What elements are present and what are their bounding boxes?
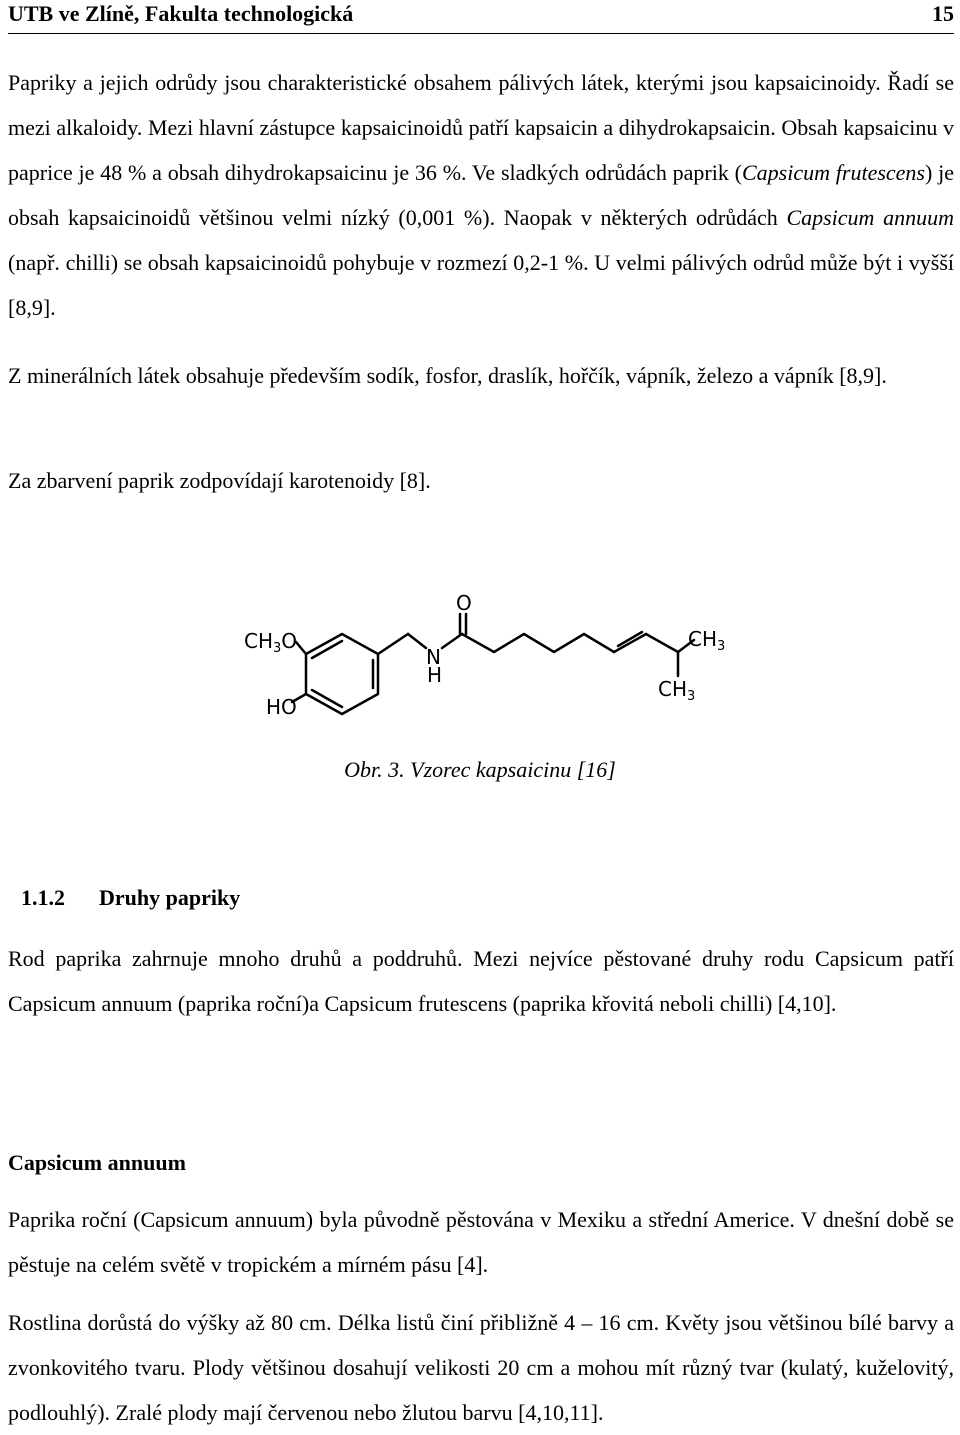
paragraph-minerals: Z minerálních látek obsahuje především sodík, fosfor, draslík, hořčík, vápník, železo a vápník [8,9].: [8, 363, 887, 388]
label-h: H: [427, 663, 443, 687]
label-ch3-a: $CH_3$: [688, 627, 726, 654]
label-ho: HO: [266, 695, 297, 719]
para1-text-2: ) je obsah kapsaicinoidů většinou velmi nízký (0,001 %). Naopak v některých odrůdách: [8, 160, 955, 230]
paragraph-capsaicinoids: [8, 60, 954, 330]
paragraph-annuum-origin: Paprika roční (Capsicum annuum) byla původně pěstována v Mexiku a střední Americe. V dnešní době se pěstuje na celém světě v tropickém a mírném pásu [4].: [8, 1207, 954, 1277]
para1-text-3: (např. chilli) se obsah kapsaicinoidů pohybuje v rozmezí 0,2-1 %. U velmi pálivých odrůd může být i vyšší [8,9].: [8, 250, 954, 320]
para1-text-1: Papriky a jejich odrůdy jsou charakteristické obsahem pálivých látek, kterými jsou kapsaicinoidy. Řadí se mezi alkaloidy. Mezi hlavní zástupce kapsaicinoidů patří kapsaicin a dihydrokapsaicin. Obsah kapsaicinu v paprice je 48 % a obsah dihydrokapsaicinu je 36 %. Ve sladkých odrůdách paprik (: [8, 70, 954, 185]
figure-caption: Obr. 3. Vzorec kapsaicinu [16]: [344, 757, 616, 782]
paragraph-carotenoids: Za zbarvení paprik zodpovídají karotenoidy [8].: [8, 468, 431, 493]
para1-italic-1: Capsicum frutescens: [741, 160, 925, 185]
label-n: N: [426, 645, 441, 669]
label-o: O: [456, 591, 472, 615]
section-heading: [21, 885, 240, 911]
paragraph-species: Rod paprika zahrnuje mnoho druhů a poddruhů. Mezi nejvíce pěstované druhy rodu Capsicum patří Capsicum annuum (paprika roční)a Capsicum frutescens (paprika křovitá neboli chilli) [4,10].: [8, 946, 954, 1016]
subsection-heading: Capsicum annuum: [8, 1150, 186, 1175]
header-title: UTB ve Zlíně, Fakulta technologická: [8, 1, 354, 26]
section-number: 1.1.2: [21, 885, 65, 910]
capsaicin-structure: [236, 590, 736, 720]
section-title: Druhy papriky: [99, 885, 241, 910]
paragraph-plant-description: Rostlina dorůstá do výšky až 80 cm. Délka listů činí přibližně 4 – 16 cm. Květy jsou většinou bílé barvy a zvonkovitého tvaru. Plody většinou dosahují velikosti 20 cm a mohou mít různý tvar (kulatý, kuželovitý, podlouhlý). Zralé plody mají červenou nebo žlutou barvu [4,10,11].: [8, 1310, 954, 1425]
label-ch3-b: $CH_3$: [658, 677, 696, 704]
page-number: 15: [932, 1, 954, 26]
label-ch3o: $CH_3O$: [244, 629, 298, 656]
page-header: [8, 0, 954, 34]
para1-italic-2: Capsicum annuum: [786, 205, 954, 230]
benzene-ring: [306, 634, 378, 714]
